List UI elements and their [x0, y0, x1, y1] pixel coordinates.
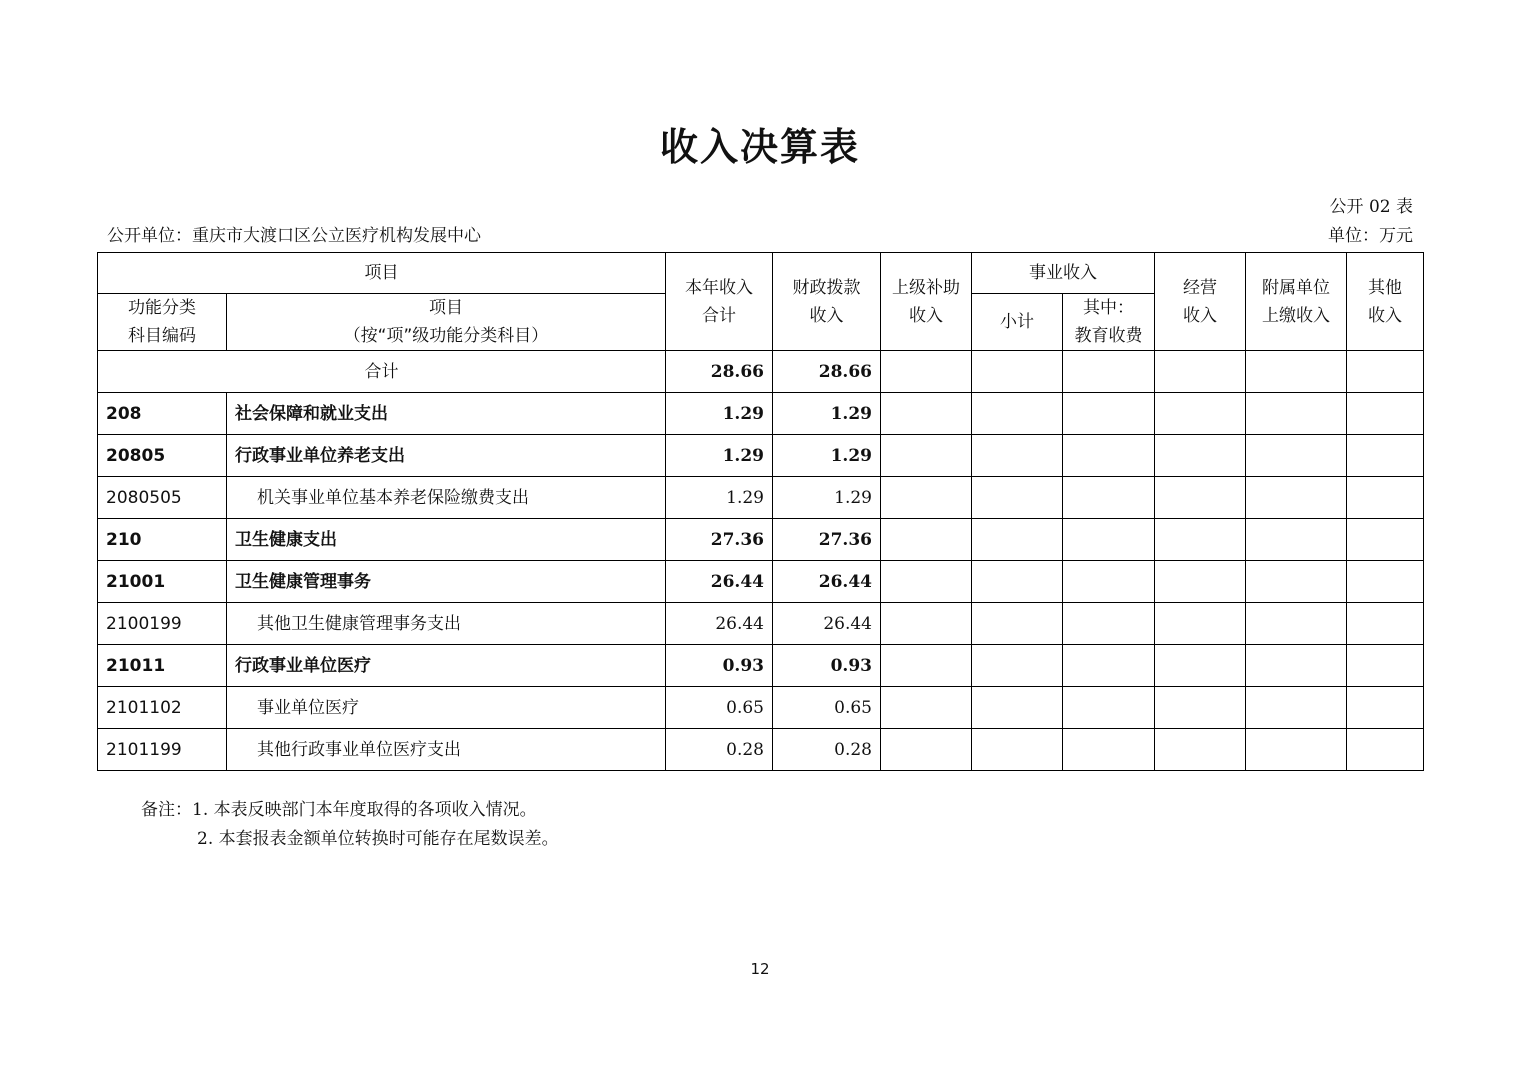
row-operating — [1155, 393, 1246, 435]
row-affiliated — [1246, 687, 1347, 729]
total-affiliated — [1246, 351, 1347, 393]
header-edu-l2: 教育收费 — [1074, 326, 1143, 346]
total-operating — [1155, 351, 1246, 393]
table-row — [98, 561, 1424, 603]
header-total — [666, 253, 773, 351]
row-subtotal — [972, 729, 1063, 771]
header-fiscal — [773, 253, 881, 351]
row-affiliated — [1246, 645, 1347, 687]
table-row — [98, 603, 1424, 645]
row-code: 21011 — [98, 645, 227, 687]
total-other — [1347, 351, 1424, 393]
reporting-unit: 公开单位：重庆市大渡口区公立医疗机构发展中心 — [107, 226, 481, 246]
row-subtotal — [972, 519, 1063, 561]
row-operating — [1155, 645, 1246, 687]
row-subtotal — [972, 477, 1063, 519]
row-name: 卫生健康管理事务 — [227, 561, 666, 603]
row-code: 2101199 — [98, 729, 227, 771]
row-affiliated — [1246, 393, 1347, 435]
row-edu — [1063, 519, 1155, 561]
header-affiliated — [1246, 253, 1347, 351]
row-subtotal — [972, 393, 1063, 435]
row-superior — [881, 435, 972, 477]
row-edu — [1063, 645, 1155, 687]
row-fiscal: 1.29 — [773, 477, 881, 519]
total-row — [98, 351, 1424, 393]
row-superior — [881, 393, 972, 435]
header-fiscal-l2: 收入 — [809, 305, 844, 326]
header-other — [1347, 253, 1424, 351]
row-name: 其他卫生健康管理事务支出 — [227, 603, 666, 645]
row-operating — [1155, 477, 1246, 519]
header-edu — [1063, 294, 1155, 351]
row-affiliated — [1246, 519, 1347, 561]
row-operating — [1155, 561, 1246, 603]
row-superior — [881, 729, 972, 771]
row-operating — [1155, 687, 1246, 729]
row-affiliated — [1246, 435, 1347, 477]
row-other — [1347, 603, 1424, 645]
header-operating-l2: 收入 — [1183, 305, 1217, 326]
row-total: 0.65 — [666, 687, 773, 729]
header-business-group: 事业收入 — [972, 253, 1155, 294]
row-operating — [1155, 435, 1246, 477]
header-operating-l1: 经营 — [1183, 277, 1217, 298]
row-subtotal — [972, 687, 1063, 729]
row-subtotal — [972, 435, 1063, 477]
table-row — [98, 519, 1424, 561]
row-other — [1347, 687, 1424, 729]
header-total-l2: 合计 — [702, 305, 736, 326]
total-fiscal: 28.66 — [773, 351, 881, 393]
row-total: 1.29 — [666, 477, 773, 519]
row-code: 2080505 — [98, 477, 227, 519]
form-number: 公开 02 表 — [1329, 197, 1413, 217]
row-fiscal: 26.44 — [773, 561, 881, 603]
row-superior — [881, 687, 972, 729]
row-total: 1.29 — [666, 435, 773, 477]
page-title: 收入决算表 — [659, 125, 860, 169]
header-item — [227, 294, 666, 351]
currency-unit: 单位：万元 — [1328, 226, 1413, 246]
table-row — [98, 645, 1424, 687]
row-total: 27.36 — [666, 519, 773, 561]
row-name: 行政事业单位养老支出 — [227, 435, 666, 477]
row-total: 0.93 — [666, 645, 773, 687]
table-row — [98, 477, 1424, 519]
header-superior-l1: 上级补助 — [892, 277, 960, 298]
row-superior — [881, 477, 972, 519]
row-superior — [881, 645, 972, 687]
row-operating — [1155, 519, 1246, 561]
header-superior-l2: 收入 — [909, 305, 943, 326]
row-affiliated — [1246, 603, 1347, 645]
row-subtotal — [972, 603, 1063, 645]
total-superior — [881, 351, 972, 393]
header-other-l1: 其他 — [1368, 277, 1402, 298]
row-name: 行政事业单位医疗 — [227, 645, 666, 687]
header-operating — [1155, 253, 1246, 351]
row-other — [1347, 519, 1424, 561]
header-item-l2: （按“项”级功能分类科目） — [343, 326, 549, 346]
table-row — [98, 687, 1424, 729]
row-fiscal: 1.29 — [773, 393, 881, 435]
row-code: 208 — [98, 393, 227, 435]
row-other — [1347, 561, 1424, 603]
header-superior — [881, 253, 972, 351]
row-name: 事业单位医疗 — [227, 687, 666, 729]
income-settlement-table — [97, 252, 1424, 771]
row-affiliated — [1246, 477, 1347, 519]
row-code: 20805 — [98, 435, 227, 477]
header-affiliated-l2: 上缴收入 — [1262, 305, 1330, 326]
row-fiscal: 0.28 — [773, 729, 881, 771]
total-income: 28.66 — [666, 351, 773, 393]
table-row — [98, 729, 1424, 771]
row-edu — [1063, 561, 1155, 603]
row-fiscal: 27.36 — [773, 519, 881, 561]
row-other — [1347, 645, 1424, 687]
notes — [141, 796, 559, 854]
row-edu — [1063, 603, 1155, 645]
row-edu — [1063, 393, 1155, 435]
row-superior — [881, 603, 972, 645]
note-line-1: 备注：1. 本表反映部门本年度取得的各项收入情况。 — [141, 800, 537, 820]
row-name: 机关事业单位基本养老保险缴费支出 — [227, 477, 666, 519]
total-label: 合计 — [98, 351, 666, 393]
header-code-l1: 功能分类 — [128, 298, 196, 318]
row-operating — [1155, 603, 1246, 645]
row-total: 26.44 — [666, 561, 773, 603]
row-total: 1.29 — [666, 393, 773, 435]
row-superior — [881, 561, 972, 603]
header-total-l1: 本年收入 — [685, 277, 753, 298]
row-edu — [1063, 687, 1155, 729]
row-affiliated — [1246, 561, 1347, 603]
row-code: 2101102 — [98, 687, 227, 729]
row-total: 0.28 — [666, 729, 773, 771]
row-code: 21001 — [98, 561, 227, 603]
row-name: 社会保障和就业支出 — [227, 393, 666, 435]
row-superior — [881, 519, 972, 561]
row-subtotal — [972, 645, 1063, 687]
header-fiscal-l1: 财政拨款 — [792, 277, 861, 298]
note-line-2: 2. 本套报表金额单位转换时可能存在尾数误差。 — [197, 829, 559, 849]
header-affiliated-l1: 附属单位 — [1262, 277, 1330, 298]
row-total: 26.44 — [666, 603, 773, 645]
page-number: 12 — [750, 960, 770, 978]
header-item-l1: 项目 — [429, 298, 463, 318]
header-code-l2: 科目编码 — [128, 326, 196, 346]
row-edu — [1063, 729, 1155, 771]
header-subtotal: 小计 — [972, 294, 1063, 351]
header-code — [98, 294, 227, 351]
row-affiliated — [1246, 729, 1347, 771]
row-other — [1347, 477, 1424, 519]
total-edu — [1063, 351, 1155, 393]
row-other — [1347, 729, 1424, 771]
row-code: 2100199 — [98, 603, 227, 645]
row-edu — [1063, 435, 1155, 477]
row-other — [1347, 393, 1424, 435]
header-edu-l1: 其中： — [1083, 298, 1134, 318]
row-name: 其他行政事业单位医疗支出 — [227, 729, 666, 771]
table-row — [98, 393, 1424, 435]
row-other — [1347, 435, 1424, 477]
total-subtotal — [972, 351, 1063, 393]
row-operating — [1155, 729, 1246, 771]
table-row — [98, 435, 1424, 477]
row-name: 卫生健康支出 — [227, 519, 666, 561]
row-fiscal: 0.65 — [773, 687, 881, 729]
row-code: 210 — [98, 519, 227, 561]
header-other-l2: 收入 — [1368, 305, 1402, 326]
row-edu — [1063, 477, 1155, 519]
header-project-group: 项目 — [98, 253, 666, 294]
row-fiscal: 1.29 — [773, 435, 881, 477]
row-fiscal: 26.44 — [773, 603, 881, 645]
row-fiscal: 0.93 — [773, 645, 881, 687]
row-subtotal — [972, 561, 1063, 603]
